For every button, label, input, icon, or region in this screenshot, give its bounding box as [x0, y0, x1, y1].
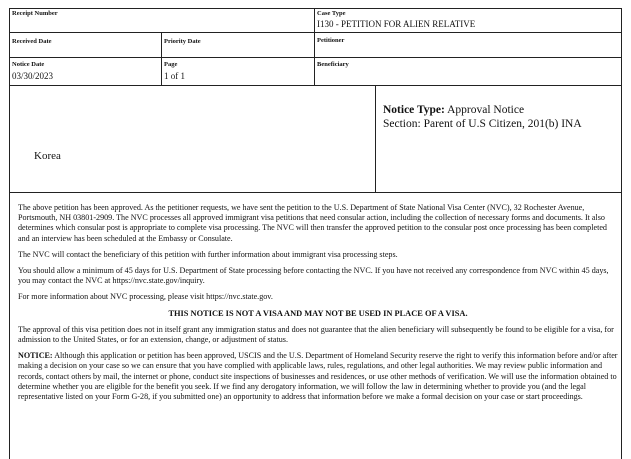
received-date-cell	[10, 33, 162, 58]
receipt-number-label: Receipt Number	[12, 10, 58, 17]
beneficiary-cell	[315, 58, 621, 86]
receipt-number-cell	[10, 9, 315, 33]
petitioner-label: Petitioner	[317, 37, 345, 44]
body-paragraph-contact: The NVC will contact the beneficiary of this petition with further information about immigrant visa processing steps.	[18, 249, 398, 259]
notice-date-label: Notice Date	[12, 61, 45, 68]
address-notice-box	[10, 86, 621, 193]
box-divider	[375, 86, 376, 193]
beneficiary-label: Beneficiary	[317, 61, 349, 68]
notice-type-value: Approval Notice	[447, 104, 525, 116]
page-cell	[162, 58, 315, 86]
petitioner-cell	[315, 33, 621, 58]
page-label: Page	[164, 61, 178, 68]
not-a-visa-warning: THIS NOTICE IS NOT A VISA AND MAY NOT BE USED IN PLACE OF A VISA.	[168, 308, 468, 318]
case-type-value: I130 - PETITION FOR ALIEN RELATIVE	[317, 19, 476, 29]
priority-date-label: Priority Date	[164, 38, 201, 45]
notice-date-cell	[10, 58, 162, 86]
notice-body	[18, 203, 618, 408]
notice-paragraph-text: Although this application or petition has been approved, USCIS and the U.S. Department of Homeland Security reserve the right to verify this information before and/or after making a decision on your case so we can ensure that you have complied with applicable laws, rules, regulations, and other legal authorities. We may review public information and records, contact others by mail, the internet or phone, conduct site inspections of businesses and residences, or use other methods of verification. We will use the information obtained to determine whether you are eligible for the benefit you seek. If we find any derogatory information, we will follow the law in determining whether to provide you (and the legal representative listed on your Form G-28, if you submitted one) an opportunity to address that information before we make a formal decision on your case or start proceedings.	[18, 351, 618, 402]
page-value: 1 of 1	[164, 71, 185, 81]
address-country: Korea	[34, 150, 61, 162]
received-date-label: Received Date	[12, 38, 52, 45]
notice-date-value: 03/30/2023	[12, 71, 54, 81]
notice-type-label: Notice Type:	[383, 104, 445, 116]
body-paragraph-approval: The approval of this visa petition does not in itself grant any immigration status and does not guarantee that the alien beneficiary will subsequently be found to be eligible for a visa, for admission to the United States, or for an extension, change, or adjustment of status.	[18, 324, 614, 345]
notice-page	[9, 8, 622, 459]
case-type-label: Case Type	[317, 10, 346, 17]
notice-bold-label: NOTICE:	[18, 351, 53, 361]
body-paragraph-processing: You should allow a minimum of 45 days for U.S. Department of State processing before contacting the NVC. If you have not received any correspondence from NVC within 45 days, you may contact the NVC at https://nvc.state.gov/inquiry.	[18, 266, 609, 286]
notice-section: Section: Parent of U.S Citizen, 201(b) INA	[383, 118, 582, 130]
priority-date-cell	[162, 33, 315, 58]
body-paragraph-nvc: The above petition has been approved. As the petitioner requests, we have sent the petition to the U.S. Department of State National Visa Center (NVC), 32 Rochester Avenue, Portsmouth, NH 03801-2909. The NVC processes all approved immigrant visa petitions that need consular action, including the collection of necessary forms and documents. It also determines which consular post is appropriate to complete visa processing. The NVC will then transfer the approved petition to the consular post once processing has been completed and an interview has been scheduled at the Embassy or Consulate.	[18, 203, 607, 243]
notice-type-block	[383, 103, 618, 131]
case-type-cell	[315, 9, 621, 33]
body-paragraph-notice	[18, 351, 618, 402]
body-paragraph-more-info: For more information about NVC processing, please visit https://nvc.state.gov.	[18, 292, 273, 302]
